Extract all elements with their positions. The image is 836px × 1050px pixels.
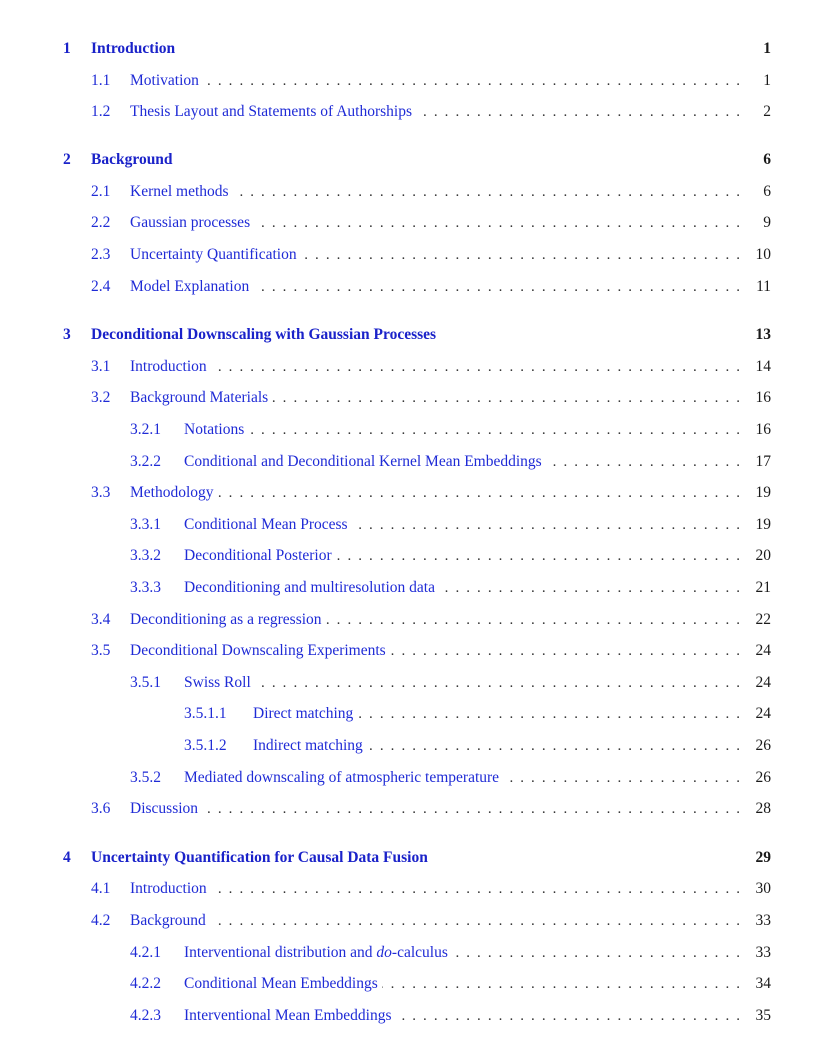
toc-title[interactable]: Thesis Layout and Statements of Authorships	[130, 101, 416, 123]
toc-section-3-2[interactable]	[0, 387, 836, 409]
toc-leader-dots	[140, 878, 740, 900]
toc-section-2-1[interactable]	[0, 181, 836, 203]
toc-page: 19	[748, 514, 772, 536]
toc-title[interactable]: Deconditioning and multiresolution data	[184, 577, 439, 599]
toc-number: 4.2.1	[130, 942, 161, 964]
toc-number: 3.2.1	[130, 419, 161, 441]
toc-number: 1.2	[91, 101, 110, 123]
toc-page: 19	[748, 482, 772, 504]
toc-title[interactable]: Direct matching	[253, 703, 357, 725]
toc-title[interactable]: Uncertainty Quantification for Causal Data Fusion	[91, 847, 428, 869]
toc-number: 3.5.1.2	[184, 735, 227, 757]
toc-leader-dots	[190, 672, 740, 694]
toc-leader-dots	[140, 70, 740, 92]
toc-leader-dots	[190, 419, 740, 441]
toc-subsection-4-2-2[interactable]	[0, 973, 836, 995]
toc-chapter-3[interactable]	[0, 324, 836, 346]
toc-number: 3.6	[91, 798, 110, 820]
toc-subsubsection-3-5-1-1[interactable]	[0, 703, 836, 725]
toc-number: 1.1	[91, 70, 110, 92]
toc-subsection-3-2-1[interactable]	[0, 419, 836, 441]
toc-title-italic: do	[376, 944, 392, 961]
toc-title-text: Interventional distribution and	[184, 944, 377, 961]
toc-page: 33	[748, 910, 772, 932]
toc-leader-dots	[140, 482, 740, 504]
toc-page: 1	[755, 38, 771, 60]
toc-number: 1	[63, 38, 71, 60]
toc-number: 4.2.2	[130, 973, 161, 995]
toc-page: 33	[748, 942, 772, 964]
toc-title[interactable]: Deconditioning as a regression	[130, 609, 326, 631]
toc-title[interactable]: Introduction	[130, 878, 211, 900]
toc-section-1-1[interactable]	[0, 70, 836, 92]
toc-number: 3.3	[91, 482, 110, 504]
toc-section-3-1[interactable]	[0, 356, 836, 378]
toc-number: 2.1	[91, 181, 110, 203]
toc-number: 2.4	[91, 276, 110, 298]
toc-title[interactable]: Background	[91, 149, 173, 171]
toc-number: 4.2	[91, 910, 110, 932]
toc-subsection-3-3-3[interactable]	[0, 577, 836, 599]
toc-page: 35	[748, 1005, 772, 1027]
toc-title[interactable]	[184, 942, 452, 964]
toc-section-1-2[interactable]	[0, 101, 836, 123]
toc-number: 3.3.3	[130, 577, 161, 599]
toc-page: 24	[748, 640, 772, 662]
toc-page: 16	[748, 387, 772, 409]
toc-number: 4.1	[91, 878, 110, 900]
toc-title[interactable]: Methodology	[130, 482, 218, 504]
toc-number: 3	[63, 324, 71, 346]
toc-title[interactable]: Introduction	[91, 38, 175, 60]
toc-subsection-3-2-2[interactable]	[0, 451, 836, 473]
toc-title[interactable]: Deconditional Posterior	[184, 545, 336, 567]
toc-number: 4	[63, 847, 71, 869]
toc-page: 26	[748, 767, 772, 789]
toc-page: 6	[755, 181, 771, 203]
toc-section-2-2[interactable]	[0, 212, 836, 234]
toc-page: 14	[748, 356, 772, 378]
toc-leader-dots	[140, 798, 740, 820]
toc-title[interactable]: Mediated downscaling of atmospheric temperature	[184, 767, 503, 789]
toc-page: 13	[748, 324, 772, 346]
toc-number: 4.2.3	[130, 1005, 161, 1027]
toc-number: 3.3.1	[130, 514, 161, 536]
toc-section-2-3[interactable]	[0, 244, 836, 266]
toc-subsection-3-3-2[interactable]	[0, 545, 836, 567]
toc-subsubsection-3-5-1-2[interactable]	[0, 735, 836, 757]
toc-number: 3.1	[91, 356, 110, 378]
toc-section-2-4[interactable]	[0, 276, 836, 298]
toc-title[interactable]: Kernel methods	[130, 181, 233, 203]
toc-subsection-4-2-3[interactable]	[0, 1005, 836, 1027]
toc-number: 3.5.1.1	[184, 703, 227, 725]
toc-section-3-6[interactable]	[0, 798, 836, 820]
toc-section-3-4[interactable]	[0, 609, 836, 631]
toc-title[interactable]: Conditional Mean Process	[184, 514, 352, 536]
toc-title[interactable]: Background Materials	[130, 387, 272, 409]
toc-number: 2.2	[91, 212, 110, 234]
toc-page: 24	[748, 703, 772, 725]
toc-title[interactable]: Motivation	[130, 70, 203, 92]
toc-title[interactable]: Deconditional Downscaling Experiments	[130, 640, 390, 662]
toc-subsection-4-2-1[interactable]	[0, 942, 836, 964]
toc-page: 28	[748, 798, 772, 820]
toc-section-4-1[interactable]	[0, 878, 836, 900]
toc-title[interactable]: Uncertainty Quantification	[130, 244, 301, 266]
toc-title[interactable]: Gaussian processes	[130, 212, 254, 234]
toc-number: 3.3.2	[130, 545, 161, 567]
toc-title[interactable]: Swiss Roll	[184, 672, 255, 694]
toc-subsection-3-3-1[interactable]	[0, 514, 836, 536]
toc-number: 3.2	[91, 387, 110, 409]
toc-page: 11	[748, 276, 771, 298]
toc-section-3-3[interactable]	[0, 482, 836, 504]
toc-page: 1	[755, 70, 771, 92]
toc-page: 17	[748, 451, 772, 473]
toc-subsection-3-5-1[interactable]	[0, 672, 836, 694]
toc-number: 3.5.1	[130, 672, 161, 694]
toc-title[interactable]: Introduction	[130, 356, 211, 378]
toc-title[interactable]: Notations	[184, 419, 248, 441]
toc-title[interactable]: Background	[130, 910, 210, 932]
toc-page: 24	[748, 672, 772, 694]
toc-number: 2	[63, 149, 71, 171]
toc-title-suffix: -calculus	[391, 944, 448, 961]
toc-page: 26	[748, 735, 772, 757]
toc-page: 29	[748, 847, 772, 869]
toc-page: 21	[748, 577, 772, 599]
toc-page: 34	[748, 973, 772, 995]
toc-page: 22	[748, 609, 772, 631]
toc-title[interactable]: Conditional Mean Embeddings	[184, 973, 382, 995]
toc-title[interactable]: Interventional Mean Embeddings	[184, 1005, 395, 1027]
toc-title[interactable]: Indirect matching	[253, 735, 367, 757]
toc-number: 3.2.2	[130, 451, 161, 473]
toc-page: 20	[748, 545, 772, 567]
toc-chapter-2[interactable]	[0, 149, 836, 171]
toc-page: 10	[748, 244, 772, 266]
toc-number: 3.5	[91, 640, 110, 662]
toc-leader-dots	[140, 910, 740, 932]
toc-page: 16	[748, 419, 772, 441]
toc-page: 30	[748, 878, 772, 900]
toc-title[interactable]: Discussion	[130, 798, 202, 820]
toc-page: 2	[755, 101, 771, 123]
toc-page: 6	[755, 149, 771, 171]
toc-leader-dots	[140, 356, 740, 378]
toc-title[interactable]: Model Explanation	[130, 276, 253, 298]
toc-number: 3.4	[91, 609, 110, 631]
toc-section-4-2[interactable]	[0, 910, 836, 932]
toc-page: 9	[755, 212, 771, 234]
toc-title[interactable]: Conditional and Deconditional Kernel Mean Embeddings	[184, 451, 546, 473]
toc-number: 3.5.2	[130, 767, 161, 789]
toc-number: 2.3	[91, 244, 110, 266]
toc-chapter-4[interactable]	[0, 847, 836, 869]
toc-chapter-1[interactable]	[0, 38, 836, 60]
toc-subsection-3-5-2[interactable]	[0, 767, 836, 789]
toc-section-3-5[interactable]	[0, 640, 836, 662]
toc-title[interactable]: Deconditional Downscaling with Gaussian Processes	[91, 324, 436, 346]
